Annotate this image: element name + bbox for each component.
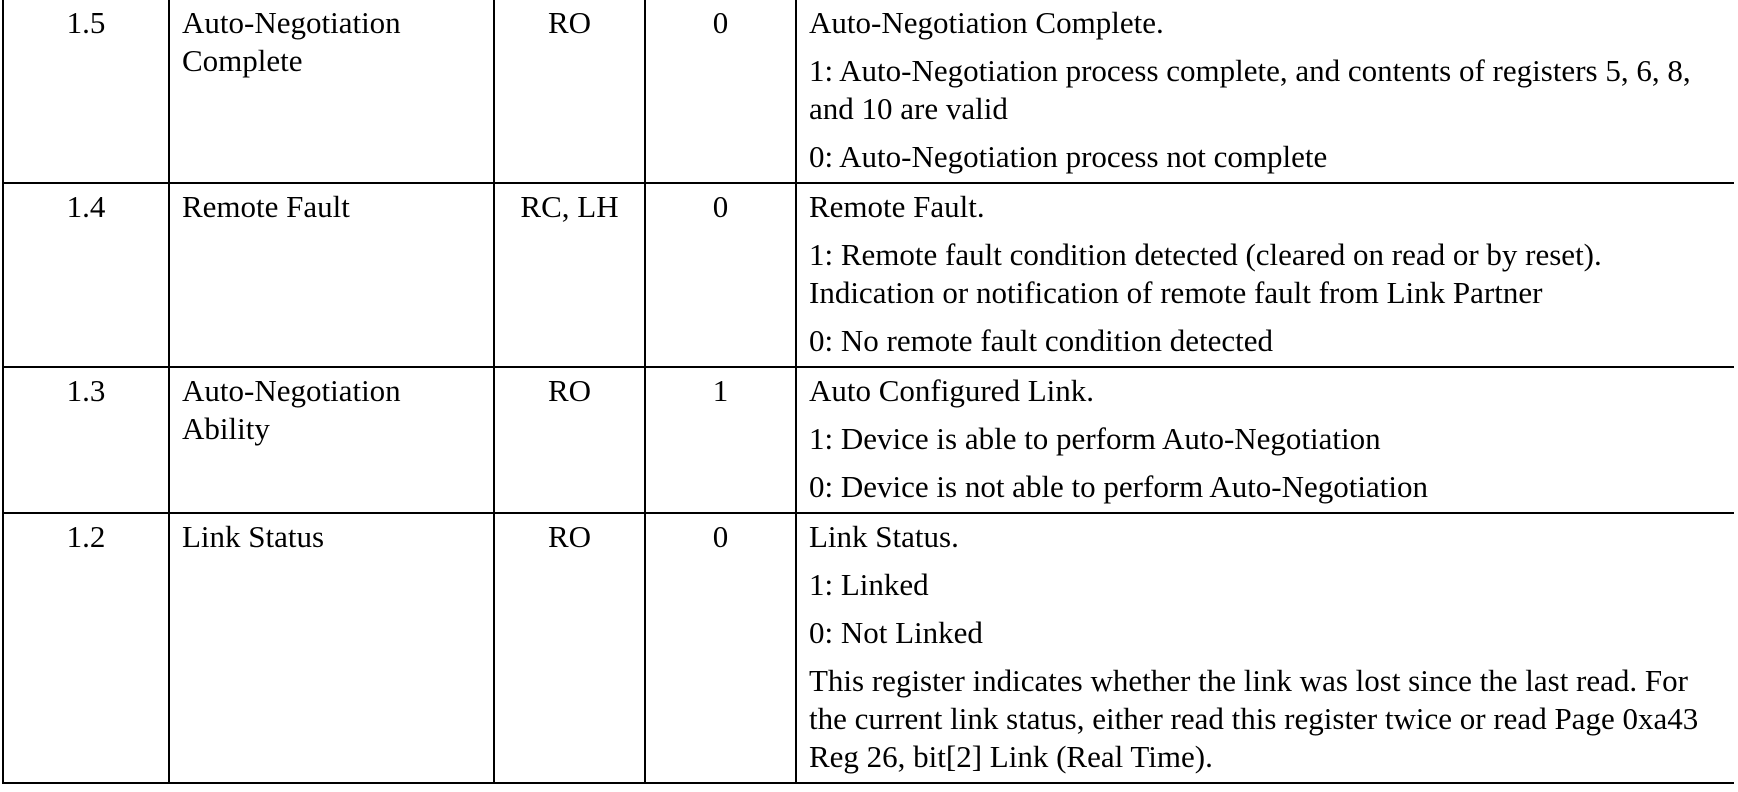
description-line: 0: Auto-Negotiation process not complete: [809, 139, 1328, 174]
default-cell: [645, 183, 796, 367]
description-line: 1: Remote fault condition detected (cleared on read or by reset). Indication or notification of remote fault from Link Partner: [809, 237, 1602, 310]
description-cell: [796, 0, 1734, 183]
mode-cell: [494, 513, 645, 783]
description-cell: [796, 183, 1734, 367]
description-cell: [796, 513, 1734, 783]
table-row: [3, 513, 1734, 783]
table-row: [3, 183, 1734, 367]
description-line: 0: No remote fault condition detected: [809, 323, 1273, 358]
description-line: 1: Auto-Negotiation process complete, and contents of registers 5, 6, 8, and 10 are valid: [809, 53, 1691, 126]
mode-cell: [494, 367, 645, 513]
default-value: 1: [712, 373, 729, 408]
description-line: Link Status.: [809, 519, 959, 554]
mode-cell: [494, 0, 645, 183]
field-name: Link Status: [182, 519, 325, 554]
description-cell: [796, 367, 1734, 513]
bit-number: 1.5: [66, 5, 106, 40]
description-line: Remote Fault.: [809, 189, 985, 224]
bit-cell: [3, 183, 169, 367]
default-value: 0: [712, 519, 729, 554]
description-line: Auto Configured Link.: [809, 373, 1094, 408]
table-row: [3, 0, 1734, 183]
description-line: This register indicates whether the link was lost since the last read. For the current link status, either read this register twice or read Page 0xa43 Reg 26, bit[2] Link (Real Time).: [809, 663, 1699, 774]
bit-number: 1.2: [66, 519, 106, 554]
description-line: 0: Not Linked: [809, 615, 983, 650]
field-name: Remote Fault: [182, 189, 350, 224]
default-cell: [645, 513, 796, 783]
bit-cell: [3, 0, 169, 183]
default-cell: [645, 367, 796, 513]
bit-number: 1.4: [66, 189, 106, 224]
description-line: 1: Device is able to perform Auto-Negotiation: [809, 421, 1381, 456]
description-line: Auto-Negotiation Complete.: [809, 5, 1164, 40]
bit-number: 1.3: [66, 373, 106, 408]
access-mode: RO: [547, 5, 592, 40]
name-cell: [169, 513, 494, 783]
access-mode: RO: [547, 519, 592, 554]
mode-cell: [494, 183, 645, 367]
register-bit-table: [2, 0, 1734, 784]
access-mode: RC, LH: [520, 189, 619, 224]
description-line: 0: Device is not able to perform Auto-Negotiation: [809, 469, 1428, 504]
field-name: Auto-Negotiation Ability: [182, 373, 401, 446]
name-cell: [169, 367, 494, 513]
bit-cell: [3, 513, 169, 783]
default-cell: [645, 0, 796, 183]
field-name: Auto-Negotiation Complete: [182, 5, 401, 78]
table-row: [3, 367, 1734, 513]
access-mode: RO: [547, 373, 592, 408]
default-value: 0: [712, 189, 729, 224]
default-value: 0: [712, 5, 729, 40]
description-line: 1: Linked: [809, 567, 929, 602]
name-cell: [169, 183, 494, 367]
name-cell: [169, 0, 494, 183]
register-table-container: [2, 0, 1734, 792]
bit-cell: [3, 367, 169, 513]
